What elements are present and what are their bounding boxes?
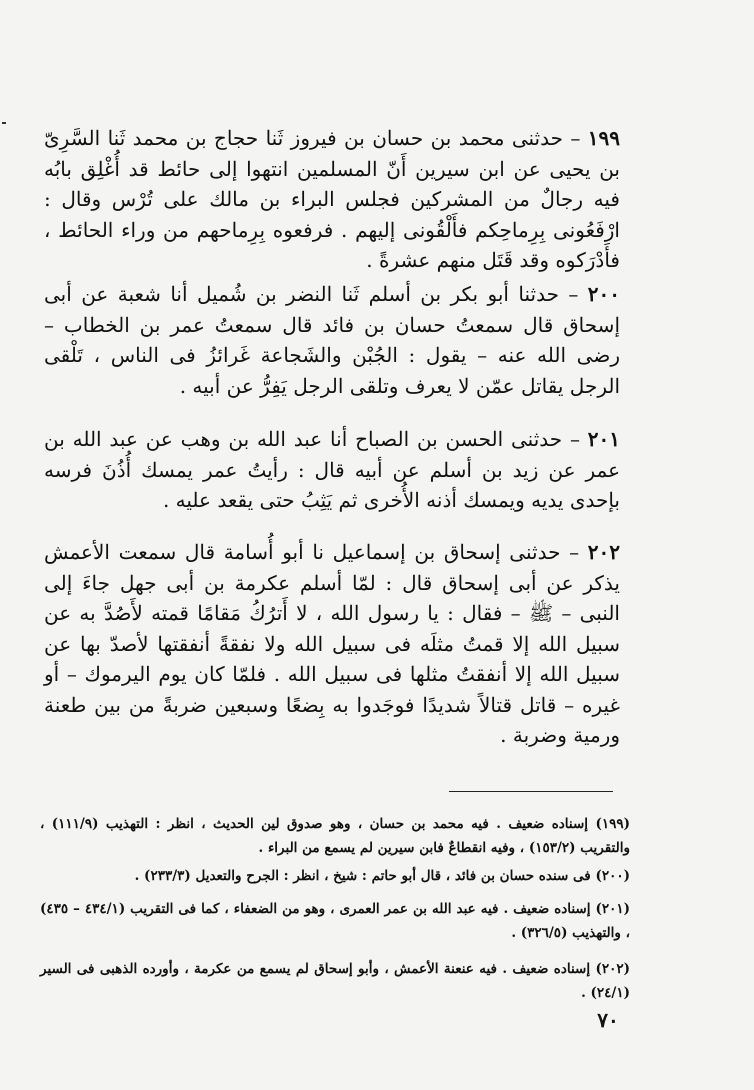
footnote-text: إسناده ضعيف . فيه عنعنة الأعمش ، وأبو إسحاق لم يسمع من عكرمة ، وأورده الذهبى فى السير (٢٤/١) . — [40, 961, 630, 1001]
footnote-text: إسناده ضعيف . فيه عبد الله بن عمر العمرى ، وهو من الضعفاء ، كما فى التقريب (٤٣٤/١ – ٤٣٥) ، والتهذيب (٣٢٦/٥) . — [40, 901, 630, 941]
footnote-number: (٢٠٢) — [595, 961, 630, 977]
hadith-number: ٢٠١ — [587, 427, 621, 451]
footnote-text: إسناده ضعيف . فيه محمد بن حسان ، وهو صدوق لين الحديث ، انظر : التهذيب (١١١/٩) ، والتقريب (١٥٣/٢) ، وفيه انقطاعٌ فابن سيرين لم يسمع من البراء . — [40, 816, 630, 856]
hadith-text: – حدثنى محمد بن حسان بن فيروز ثَنا حجاج بن محمد ثَنا السَّرِىّ بن يحيى عن ابن سيرين أَنّ المسلمين انتهوا إلى حائط قد أُغْلِق بابُه فيه رجالٌ من المشركين فجلس البراء بن مالك على تُرْس وقال : ارْفَعُونى بِرِماحِكم فأَلْقُونى إليهم . فرفعوه بِرِماحهم من وراء الحائط ، فأَدْرَكوه وقد قَتَل منهم عشرةً . — [44, 126, 620, 272]
hadith-number: ١٩٩ — [587, 126, 621, 150]
hadith-number: ٢٠٢ — [587, 540, 620, 564]
footnote-text: فى سنده حسان بن فائد ، قال أبو حاتم : شيخ ، انظر : الجرح والتعديل (٢٣٣/٣) . — [134, 868, 591, 884]
footnote-200 — [40, 864, 630, 888]
hadith-202 — [44, 537, 620, 751]
hadith-number: ٢٠٠ — [587, 282, 620, 306]
scan-edge-mark — [2, 122, 6, 124]
footnote-199 — [40, 812, 630, 860]
footnote-number: (٢٠٠) — [595, 868, 630, 884]
hadith-text: – حدثنى إسحاق بن إسماعيل نا أبو أُسامة قال سمعت الأعمش يذكر عن أبى إسحاق قال : لمّا أسلم عكرمة بن أبى جهل جاءَ إلى النبى – ﷺ – فقال : يا رسول الله ، لا أَترُكُ مَقامًا قمته لأَصُدَّ به عن سبيل الله إلا قمتُ مثلَه فى سبيل الله ولا نفقةً أنفقتها لأصدّ بها عن سبيل الله إلا أنفقتُ مثلها فى سبيل الله . فلمّا كان يوم اليرموك – أو غيره – قاتل قتالاً شديدًا فوجَدوا به بِضعًا وسبعين ضربةً من بين طعنة ورمية وضربة . — [44, 540, 620, 747]
footnote-202 — [40, 957, 630, 1005]
page-number: ٧٠ — [597, 1008, 619, 1032]
footnote-separator — [449, 791, 613, 792]
footnote-number: (١٩٩) — [595, 816, 630, 832]
hadith-201 — [44, 424, 620, 516]
footnote-201 — [40, 897, 630, 945]
hadith-text: – حدثنا أبو بكر بن أسلم ثَنا النضر بن شُميل أنا شعبة عن أبى إسحاق قال سمعتُ حسان بن فائد قال سمعتُ عمر بن الخطاب – رضى الله عنه – يقول : الجُبْن والشَجاعة غَرائزُ فى الناس ، تَلْقى الرجل يقاتل عمّن لا يعرف وتلقى الرجل يَفِرُّ عن أبيه . — [44, 282, 620, 398]
footnote-number: (٢٠١) — [595, 901, 630, 917]
hadith-text: – حدثنى الحسن بن الصباح أنا عبد الله بن وهب عن عبد الله بن عمر عن زيد بن أسلم عن أبيه قال : رأيتُ عمر يمسك أُذُنَ فرسه بإحدى يديه ويمسك أذنه الأُخرى ثم يَثِبُ حتى يقعد عليه . — [44, 427, 620, 512]
hadith-199 — [44, 123, 620, 276]
hadith-200 — [44, 279, 620, 401]
